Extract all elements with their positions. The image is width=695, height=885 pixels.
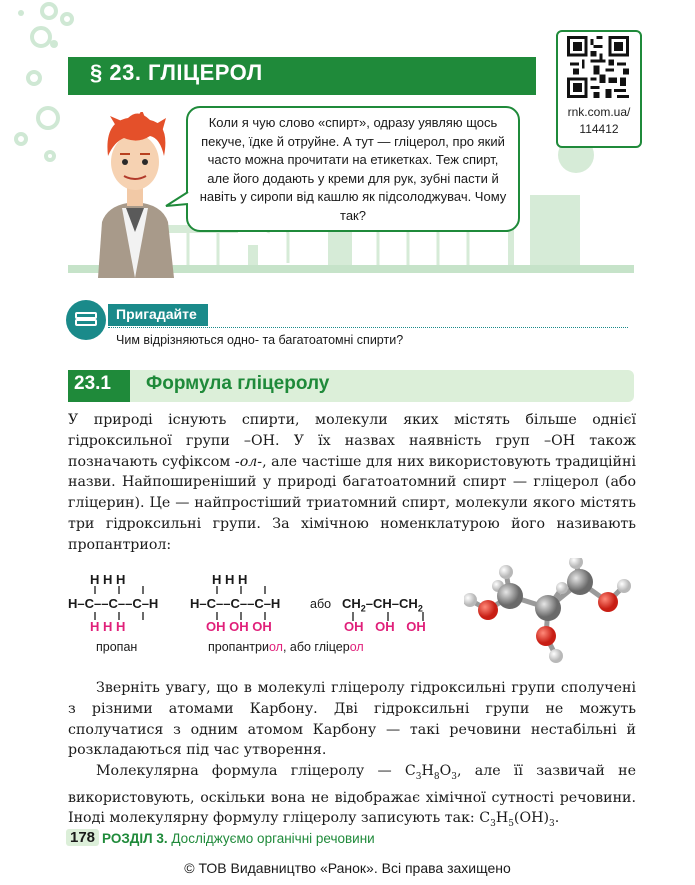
- subscript: 5: [508, 819, 514, 830]
- divider: [108, 327, 628, 328]
- p3-text: .: [554, 810, 560, 827]
- propane-chain: H–C––C––C–H: [68, 596, 159, 611]
- condensed-oh: OH OH OH: [344, 619, 426, 634]
- decor-bubble: [14, 132, 28, 146]
- subscript: 3: [451, 771, 457, 782]
- qr-url-line1: rnk.com.ua/: [567, 105, 631, 119]
- or-word: або: [310, 597, 332, 611]
- subscript: 2: [417, 603, 423, 614]
- decor-bubble: [44, 150, 56, 162]
- caption-suffix: ол: [349, 640, 364, 654]
- p2-text: Зверніть увагу, що в молекулі гліцеролу гідроксильні групи сполучені з різними атомами Карбону. Дві гідроксильні групи не можуть сполучатися з одним атомом Карбону — такі речовини нестабільні й розкладаються під час утворення.: [68, 680, 636, 759]
- remember-question: Чим відрізняються одно- та багатоатомні спирти?: [116, 333, 404, 347]
- subscript: 3: [549, 819, 555, 830]
- remember-icon: [66, 300, 106, 340]
- ch-part: CH: [342, 596, 361, 611]
- chapter-label: РОЗДІЛ 3.: [102, 831, 168, 846]
- propane-caption: пропан: [96, 640, 138, 654]
- p3-text: , але її зазвичай не використовують, оскільки вона не відображає хімічної сутності речовини. Іноді молекулярну формулу гліцеролу записують так: C: [68, 763, 636, 827]
- chapter-title: [102, 831, 375, 846]
- decor-bubble: [30, 26, 52, 48]
- paragraph-2: [68, 678, 636, 761]
- speech-bubble-tail: [164, 190, 190, 210]
- subscript: 3: [490, 819, 496, 830]
- page-number: 178: [66, 829, 99, 846]
- p3-text: O: [439, 763, 452, 779]
- p3-text: (OH): [513, 810, 549, 827]
- remember-label: Пригадайте: [116, 306, 197, 322]
- condensed-chain: [342, 596, 423, 614]
- subscript: 2: [360, 603, 366, 614]
- propanetriol-caption: [208, 640, 364, 654]
- decor-bubble: [50, 40, 58, 48]
- p1-text-b: , але частіше для них використовують традиційні назви. Найпоширеніший у природі багатоатомний спирт — гліцерол (або гліцерин). Це — найпростіший триатомний спирт, молекули якого містять три гідроксильні групи. За хімічною номенклатурою його називають пропантриол:: [68, 453, 636, 553]
- section-number: 23.1: [74, 373, 111, 394]
- qr-code[interactable]: [567, 36, 629, 98]
- triol-bonds: [210, 586, 280, 622]
- triol-bottom-oh: OH OH OH: [206, 619, 272, 634]
- paragraph-3: [68, 761, 636, 835]
- subscript: 3: [415, 771, 422, 782]
- p3-text: Молекулярна формула гліцеролу — C: [96, 763, 416, 779]
- book-icon: [66, 300, 106, 340]
- chapter-name: Досліджуємо органічні речовини: [167, 831, 375, 846]
- decor-bubble: [40, 2, 58, 20]
- page-title: § 23. ГЛІЦЕРОЛ: [90, 60, 263, 85]
- glycerol-3d-model: [464, 558, 636, 678]
- triol-top-h: H H H: [212, 572, 248, 587]
- ch-part: –CH–CH: [365, 596, 418, 611]
- caption-part: пропантри: [208, 640, 269, 654]
- paragraph-1: [68, 410, 636, 556]
- triol-chain: H–C––C––C–H: [190, 596, 281, 611]
- caption-suffix: ол: [268, 640, 283, 654]
- p3-text: H: [421, 763, 434, 779]
- p1-text-a: У природі існують спирти, молекули яких містять більше однієї гідроксильної групи –OH. У їх назвах наявність груп –OH також позначають суфіксом: [68, 412, 636, 470]
- subscript: 8: [433, 771, 440, 782]
- propane-bonds: [88, 586, 158, 622]
- propane-bottom-h: H H H: [90, 619, 126, 634]
- section-title: Формула гліцеролу: [146, 373, 330, 394]
- decor-bubble: [60, 12, 74, 26]
- p3-text: H: [495, 810, 509, 827]
- decor-bubble: [36, 106, 60, 130]
- propane-top-h: H H H: [90, 572, 126, 587]
- p1-suffix: -ол-: [234, 453, 263, 470]
- speech-text: Коли я чую слово «спирт», одразу уявляю щось пекуче, їдке й отруйне. А тут — гліцерол, про який часто можна прочитати на етикетках. Теж спирт, але його додають у креми для рук, зубні пасти й навіть у сиропи від кашлю як підсолоджувач. Чому так?: [199, 115, 507, 223]
- qr-url-line2: 114412: [579, 122, 619, 136]
- copyright: © ТОВ Видавництво «Ранок». Всі права захищено: [184, 860, 511, 876]
- caption-part: , або гліцер: [282, 640, 350, 654]
- decor-bubble: [18, 10, 24, 16]
- decor-bubble: [26, 70, 42, 86]
- qr-url[interactable]: [558, 104, 640, 138]
